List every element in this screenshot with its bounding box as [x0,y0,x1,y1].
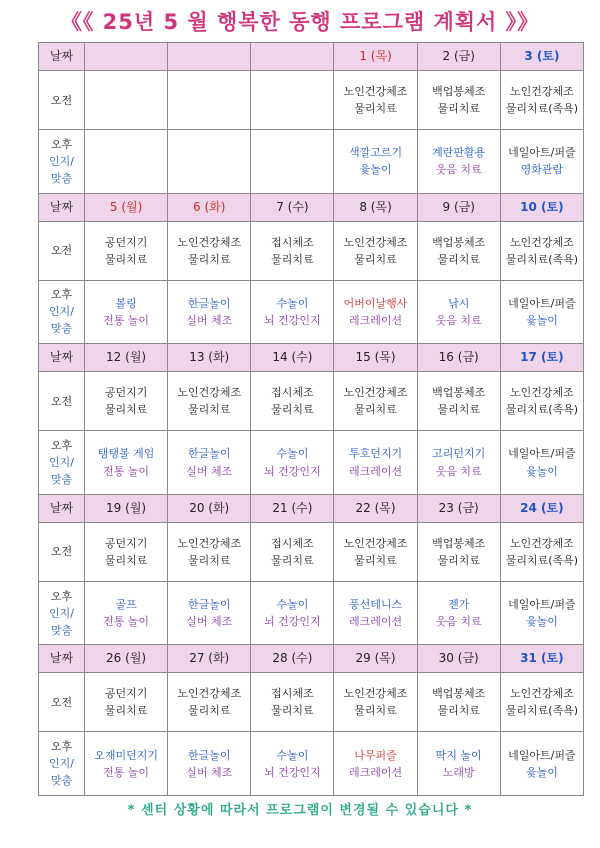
pm-program-line1: 한글놀이 [187,296,231,310]
am-program-line2: 물리치료 [104,403,148,417]
pm-program-line1: 한글놀이 [187,598,231,612]
pm-program-line2: 노래방 [442,765,475,779]
date-row [39,494,584,522]
am-program-line1: 노인건강체조 [510,386,574,400]
am-program-cell [168,372,251,431]
am-program-line2: 물리치료 [354,403,397,417]
pm-label [39,732,85,796]
pm-program-line1: 네일아트/퍼즐 [508,447,576,461]
date-cell: 22 (목) [334,494,417,522]
am-program-line2: 물리치료(족욕) [505,553,579,567]
am-program-cell [85,522,168,581]
am-program-line2: 물리치료 [187,252,231,266]
am-program-line2: 물리치료 [354,102,397,116]
pm-program-line1: 네일아트/퍼즐 [508,748,576,762]
am-program-line1: 백업봉체조 [432,386,486,400]
am-row [39,372,584,431]
pm-program-line1: 풍선테니스 [348,598,403,612]
am-program-cell [334,522,417,581]
pm-program-cell [500,431,583,494]
pm-program-line1: 수놀이 [276,447,309,461]
date-cell [251,43,334,71]
am-program-line1: 노인건강체조 [510,687,574,701]
pm-program-cell [500,581,583,644]
pm-program-cell [85,581,168,644]
date-cell [85,43,168,71]
pm-program-line2: 윷놀이 [525,464,558,478]
pm-program-line1: 한글놀이 [187,748,231,762]
am-row [39,221,584,280]
date-row [39,645,584,673]
am-program-line1: 노인건강체조 [343,386,408,400]
am-label: 오전 [39,221,85,280]
am-program-cell [500,372,583,431]
am-program-line1: 공던지기 [104,687,148,701]
pm-program-line2: 실버 체조 [186,765,233,779]
pm-program-cell [168,431,251,494]
am-row [39,71,584,130]
pm-program-cell [251,431,334,494]
am-program-line1: 백업봉체조 [432,687,486,701]
am-program-cell [500,221,583,280]
am-program-line1: 노인건강체조 [177,235,242,249]
date-label: 날짜 [39,494,85,522]
am-program-line1: 공던지기 [104,386,148,400]
pm-program-cell [334,581,417,644]
date-cell: 24 (토) [500,494,583,522]
pm-program-line1: 수놀이 [276,296,309,310]
am-program-line2: 물리치료 [437,102,480,116]
am-row [39,522,584,581]
am-program-cell [334,221,417,280]
program-calendar-table [38,42,584,796]
am-program-line2: 물리치료 [104,704,148,718]
pm-label-sub2: 맞춤 [50,774,73,788]
pm-label-sub2: 맞춤 [50,171,73,185]
pm-program-cell [168,280,251,343]
am-program-line2: 물리치료 [271,403,314,417]
date-cell: 26 (월) [85,645,168,673]
am-program-line1: 노인건강체조 [510,235,574,249]
am-program-cell [500,522,583,581]
pm-label-sub2: 맞춤 [50,473,73,487]
date-label: 날짜 [39,193,85,221]
pm-program-cell [417,280,500,343]
am-program-line1: 접시체조 [271,536,314,550]
pm-row [39,130,584,193]
am-program-line1: 백업봉체조 [432,235,486,249]
pm-program-line1: 골프 [115,598,137,612]
pm-program-line2: 전통 놀이 [103,464,150,478]
date-cell: 15 (목) [334,344,417,372]
am-program-line1: 접시체조 [271,687,314,701]
am-program-line2: 물리치료(족욕) [505,252,579,266]
am-row [39,673,584,732]
am-program-cell [251,71,334,130]
pm-program-cell [500,130,583,193]
pm-program-cell [334,130,417,193]
date-cell: 14 (수) [251,344,334,372]
pm-program-cell [251,130,334,193]
pm-row [39,581,584,644]
am-program-line1: 백업봉체조 [432,85,486,99]
pm-program-cell [85,732,168,796]
am-program-line1: 노인건강체조 [343,85,408,99]
am-program-line2: 물리치료 [187,403,231,417]
date-label: 날짜 [39,344,85,372]
date-cell: 7 (수) [251,193,334,221]
date-cell: 19 (월) [85,494,168,522]
am-program-line2: 물리치료 [187,704,231,718]
pm-label [39,581,85,644]
pm-label [39,431,85,494]
am-program-line2: 물리치료 [104,252,148,266]
pm-program-line2: 영화관람 [520,163,564,177]
am-program-cell [334,673,417,732]
am-program-cell [251,522,334,581]
am-program-line1: 접시체조 [271,235,314,249]
am-program-line1: 접시체조 [271,386,314,400]
pm-program-line2: 뇌 건강인지 [264,464,321,478]
am-program-line1: 노인건강체조 [343,536,408,550]
am-program-line1: 노인건강체조 [343,235,408,249]
date-cell: 5 (월) [85,193,168,221]
date-cell: 1 (목) [334,43,417,71]
page-title: 《《 25년 5 월 행복한 동행 프로그램 계획서 》》 [60,10,540,34]
pm-program-line1: 젠가 [448,598,470,612]
pm-program-cell [500,280,583,343]
date-cell: 6 (화) [168,193,251,221]
am-label: 오전 [39,673,85,732]
am-program-line2: 물리치료 [354,704,397,718]
date-cell: 3 (토) [500,43,583,71]
am-program-line1: 공던지기 [104,235,148,249]
date-row [39,344,584,372]
am-program-cell [334,71,417,130]
pm-program-cell [417,581,500,644]
pm-label-sub: 인지/ [49,455,74,469]
pm-program-line2: 뇌 건강인지 [264,765,321,779]
pm-program-line2: 전통 놀이 [103,313,150,327]
pm-program-line1: 색깔고르기 [348,146,403,160]
pm-program-cell [251,280,334,343]
date-cell: 16 (금) [417,344,500,372]
am-program-cell [417,221,500,280]
date-row [39,193,584,221]
pm-label-top: 오후 [50,137,73,151]
am-program-line2: 물리치료 [271,252,314,266]
pm-label-top: 오후 [50,740,73,754]
pm-label-top: 오후 [50,589,73,603]
pm-program-line2: 웃음 치료 [435,313,482,327]
am-program-line2: 물리치료 [437,252,480,266]
date-cell: 17 (토) [500,344,583,372]
pm-program-line1: 어버이날행사 [343,296,408,310]
pm-label-sub: 인지/ [49,154,74,168]
date-cell: 9 (금) [417,193,500,221]
date-label: 날짜 [39,645,85,673]
am-program-line1: 공던지기 [104,536,148,550]
pm-program-line1: 네일아트/퍼즐 [508,598,576,612]
pm-label-sub: 인지/ [49,305,74,319]
am-program-line2: 물리치료 [187,553,231,567]
pm-row [39,732,584,796]
pm-program-line1: 수놀이 [276,598,309,612]
pm-program-cell [417,431,500,494]
am-program-cell [85,673,168,732]
pm-label-sub2: 맞춤 [50,623,73,637]
am-program-cell [417,372,500,431]
am-program-cell [168,71,251,130]
pm-program-line1: 딱지 놀이 [435,748,482,762]
pm-program-line1: 한글놀이 [187,447,231,461]
am-program-line2: 물리치료 [354,553,397,567]
date-cell: 10 (토) [500,193,583,221]
am-program-line2: 물리치료 [271,704,314,718]
pm-program-cell [334,280,417,343]
am-program-line2: 물리치료 [437,553,480,567]
pm-program-line1: 볼링 [115,296,137,310]
pm-program-line2: 윷놀이 [525,765,558,779]
date-cell: 29 (목) [334,645,417,673]
pm-program-cell [417,732,500,796]
am-program-cell [85,372,168,431]
date-cell: 2 (금) [417,43,500,71]
pm-row [39,280,584,343]
am-label: 오전 [39,372,85,431]
pm-program-line1: 나무퍼즐 [354,748,397,762]
pm-label [39,280,85,343]
am-program-cell [85,221,168,280]
am-program-line2: 물리치료(족욕) [505,102,579,116]
pm-program-cell [85,280,168,343]
pm-program-cell [168,130,251,193]
am-program-line2: 물리치료 [354,252,397,266]
pm-program-line1: 탱탱볼 게임 [97,447,155,461]
am-program-line2: 물리치료 [104,553,148,567]
am-program-cell [500,71,583,130]
pm-program-cell [168,732,251,796]
am-program-cell [417,522,500,581]
pm-program-line2: 웃음 치료 [435,615,482,629]
pm-program-line1: 네일아트/퍼즐 [508,146,576,160]
am-program-cell [251,372,334,431]
date-cell: 8 (목) [334,193,417,221]
pm-program-line2: 웃음 치료 [435,163,482,177]
footer-notice: * 센터 상황에 따라서 프로그램이 변경될 수 있습니다 * [127,803,473,818]
pm-program-cell [251,581,334,644]
pm-program-cell [85,431,168,494]
pm-program-line2: 레크레이션 [348,615,403,629]
pm-program-line2: 웃음 치료 [435,464,482,478]
pm-label-sub: 인지/ [49,606,74,620]
pm-label [39,130,85,193]
pm-program-line2: 실버 체조 [186,615,233,629]
date-cell [168,43,251,71]
pm-program-cell [85,130,168,193]
am-program-line2: 물리치료(족욕) [505,403,579,417]
pm-program-line2: 윷놀이 [525,615,558,629]
pm-program-cell [500,732,583,796]
date-cell: 27 (화) [168,645,251,673]
pm-program-line1: 수놀이 [276,748,309,762]
am-program-cell [251,221,334,280]
date-cell: 13 (화) [168,344,251,372]
am-program-cell [417,71,500,130]
pm-label-sub2: 맞춤 [50,322,73,336]
am-program-cell [85,71,168,130]
pm-program-line2: 실버 체조 [186,464,233,478]
pm-program-cell [417,130,500,193]
am-program-line1: 노인건강체조 [177,687,242,701]
am-program-line2: 물리치료 [437,704,480,718]
am-program-line1: 백업봉체조 [432,536,486,550]
am-label: 오전 [39,71,85,130]
date-cell: 30 (금) [417,645,500,673]
pm-program-cell [334,431,417,494]
pm-program-line2: 뇌 건강인지 [264,313,321,327]
date-cell: 28 (수) [251,645,334,673]
pm-program-line2: 전통 놀이 [103,765,150,779]
am-program-cell [168,522,251,581]
am-program-cell [168,221,251,280]
am-program-line1: 노인건강체조 [510,536,574,550]
am-program-line2: 물리치료 [271,553,314,567]
pm-program-line2: 윷놀이 [359,163,392,177]
am-program-cell [251,673,334,732]
pm-program-line1: 투호던지기 [348,447,403,461]
am-program-line1: 노인건강체조 [343,687,408,701]
am-program-cell [500,673,583,732]
pm-program-line1: 낚시 [448,296,470,310]
date-cell: 21 (수) [251,494,334,522]
date-cell: 12 (월) [85,344,168,372]
am-program-line1: 노인건강체조 [177,386,242,400]
pm-program-line1: 오재미던지기 [94,748,158,762]
am-program-cell [168,673,251,732]
date-cell: 23 (금) [417,494,500,522]
am-program-cell [334,372,417,431]
date-cell: 31 (토) [500,645,583,673]
pm-program-line2: 레크레이션 [348,464,403,478]
am-program-line2: 물리치료(족욕) [505,704,579,718]
am-label: 오전 [39,522,85,581]
pm-program-cell [251,732,334,796]
am-program-line2: 물리치료 [437,403,480,417]
pm-program-cell [168,581,251,644]
pm-label-top: 오후 [50,438,73,452]
pm-program-line2: 레크레이션 [348,765,403,779]
pm-program-line2: 뇌 건강인지 [264,615,321,629]
pm-label-sub: 인지/ [49,757,74,771]
pm-program-line2: 실버 체조 [186,313,233,327]
date-label: 날짜 [39,43,85,71]
pm-program-line1: 계란판활용 [432,146,486,160]
pm-label-top: 오후 [50,288,73,302]
pm-program-line2: 레크레이션 [348,313,403,327]
date-cell: 20 (화) [168,494,251,522]
pm-program-line2: 전통 놀이 [103,615,150,629]
pm-program-line2: 윷놀이 [525,313,558,327]
pm-row [39,431,584,494]
pm-program-line1: 고리던지기 [432,447,486,461]
pm-program-cell [334,732,417,796]
am-program-line1: 노인건강체조 [510,85,574,99]
am-program-cell [417,673,500,732]
pm-program-line1: 네일아트/퍼즐 [508,296,576,310]
date-row [39,43,584,71]
am-program-line1: 노인건강체조 [177,536,242,550]
